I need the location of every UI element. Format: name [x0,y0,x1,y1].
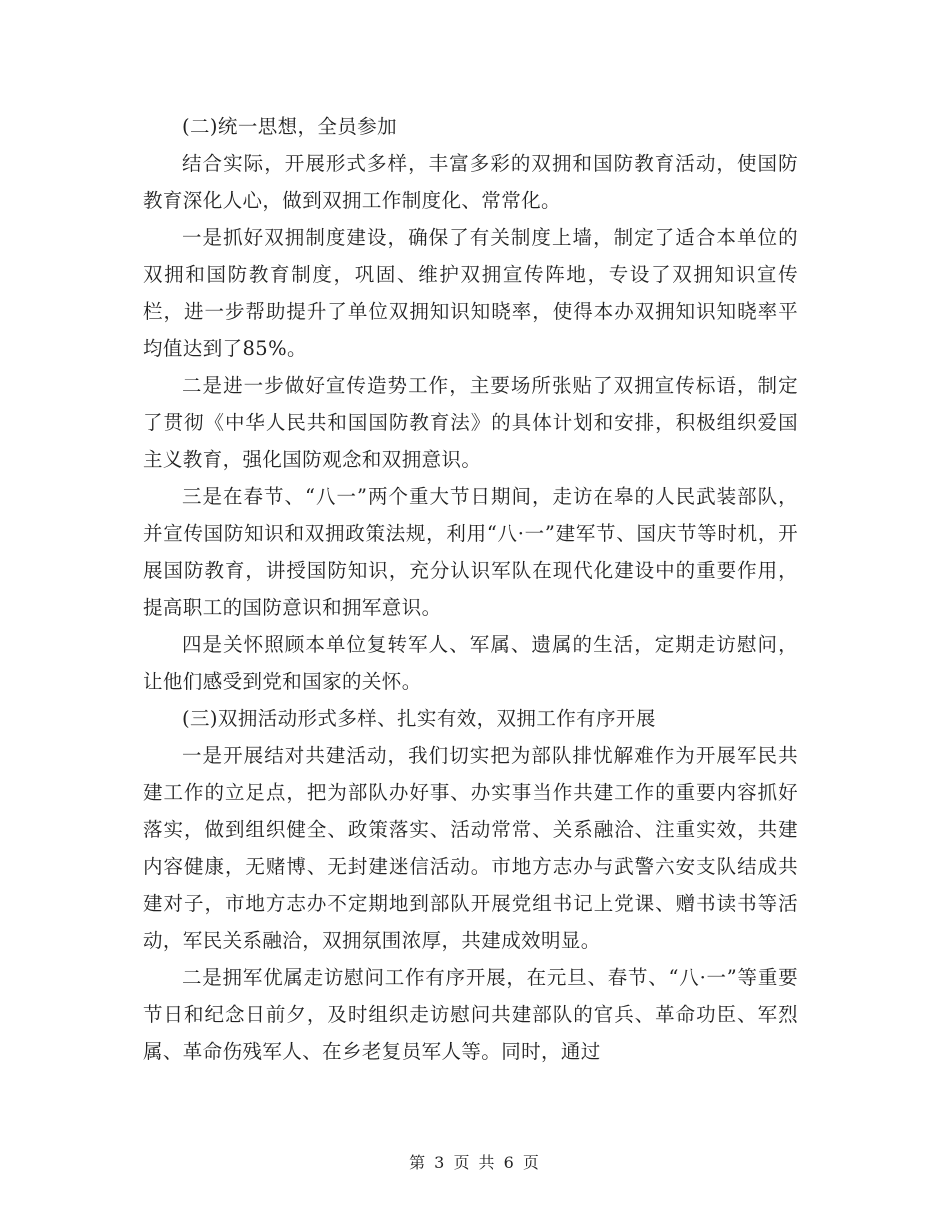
paragraph-item-4-care: 四是关怀照顾本单位复转军人、军属、遗属的生活，定期走访慰问，让他们感受到党和国家的关怀。 [143,633,798,693]
section-heading-activities: (三)双拥活动形式多样、扎实有效，双拥工作有序开展 [182,707,656,730]
paragraph-item-3-festival-visits: 三是在春节、“八一”两个重大节日期间，走访在皋的人民武装部队，并宣传国防知识和双拥政策法规，利用“八·一”建军节、国庆节等时机，开展国防教育，讲授国防知识，充分认识军队在现代化建设中的重要作用，提高职工的国防意识和拥军意识。 [143,485,798,619]
paragraph-visits: 二是拥军优属走访慰问工作有序开展，在元旦、春节、“八·一”等重要节日和纪念日前夕，及时组织走访慰问共建部队的官兵、革命功臣、军烈属、革命伤残军人、在乡老复员军人等。同时，通过 [143,966,798,1063]
paragraph-intro: 结合实际，开展形式多样，丰富多彩的双拥和国防教育活动，使国防教育深化人心，做到双拥工作制度化、常常化。 [143,152,798,212]
document-body [143,108,798,1070]
paragraph-item-1-system-building: 一是抓好双拥制度建设，确保了有关制度上墙，制定了适合本单位的双拥和国防教育制度，巩固、维护双拥宣传阵地，专设了双拥知识宣传栏，进一步帮助提升了单位双拥知识知晓率，使得本办双拥知识知晓率平均值达到了85%。 [143,226,798,360]
paragraph-co-building: 一是开展结对共建活动，我们切实把为部队排忧解难作为开展军民共建工作的立足点，把为部队办好事、办实事当作共建工作的重要内容抓好落实，做到组织健全、政策落实、活动常常、关系融洽、注重实效，共建内容健康，无赌博、无封建迷信活动。市地方志办与武警六安支队结成共建对子，市地方志办不定期地到部队开展党组书记上党课、赠书读书等活动，军民关系融洽，双拥氛围浓厚，共建成效明显。 [143,744,798,952]
paragraph-item-2-publicity: 二是进一步做好宣传造势工作，主要场所张贴了双拥宣传标语，制定了贯彻《中华人民共和国国防教育法》的具体计划和安排，积极组织爱国主义教育，强化国防观念和双拥意识。 [143,374,798,471]
section-heading-unified-thinking: (二)统一思想，全员参加 [182,115,398,138]
page-number-footer: 第 3 页 共 6 页 [409,1153,541,1172]
